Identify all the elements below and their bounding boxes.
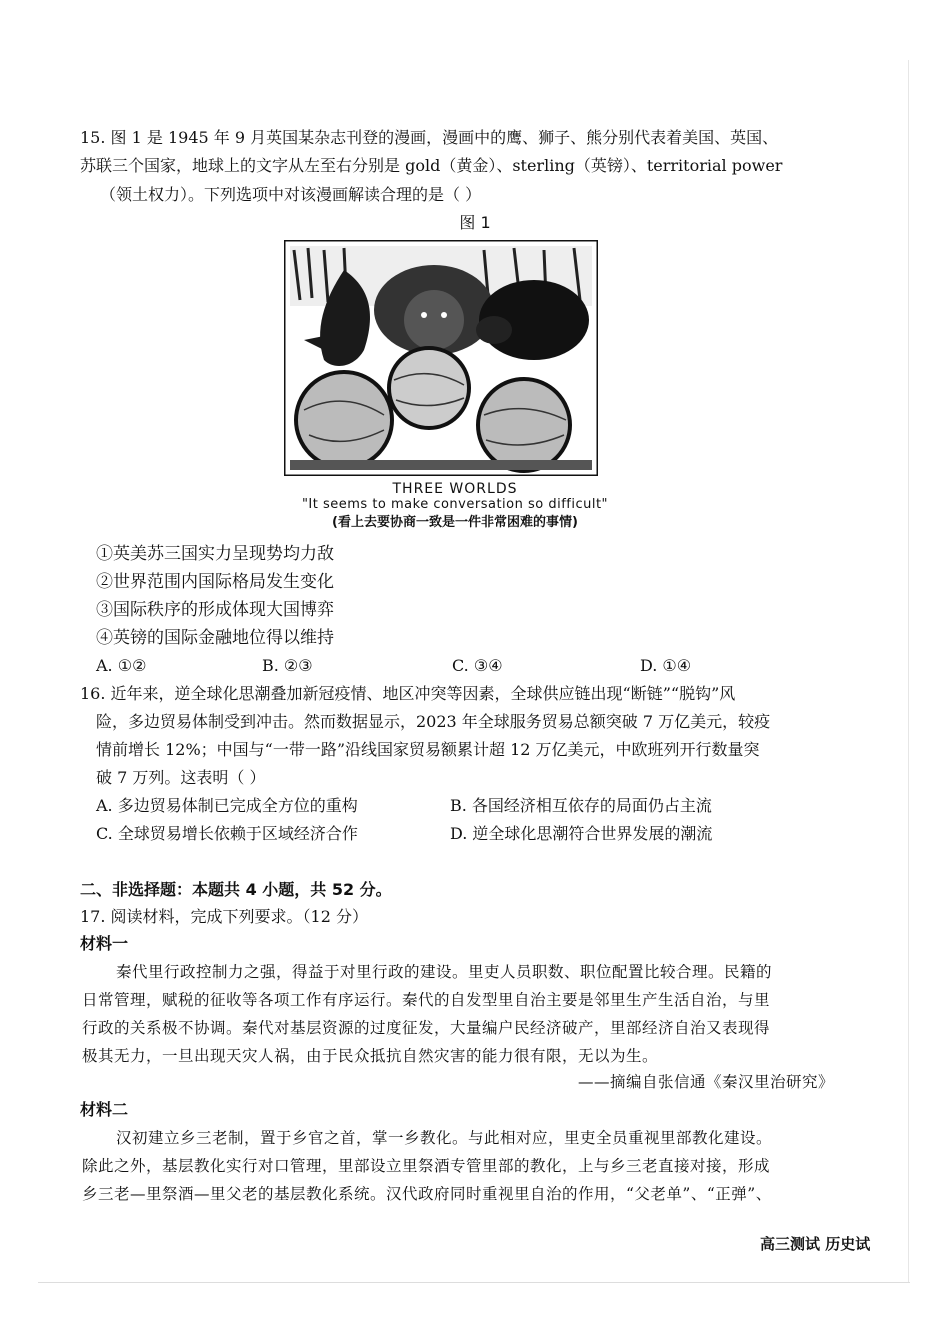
q15-option-c: C. ③④ xyxy=(452,656,503,675)
q15-option-a: A. ①② xyxy=(96,656,147,675)
q16-line-2: 险，多边贸易体制受到冲击。然而数据显示，2023 年全球服务贸易总额突破 7 万亿美元，较疫 xyxy=(96,712,771,731)
q15-line-2: 苏联三个国家，地球上的文字从左至右分别是 gold（黄金）、sterling（英镑）、territorial power xyxy=(80,156,783,175)
q15-option-d: D. ①④ xyxy=(640,656,692,675)
material-1-label: 材料一 xyxy=(80,934,129,953)
caption-quote: "It seems to make conversation so difficult" xyxy=(301,497,609,512)
q15-line-3: （领土权力）。下列选项中对该漫画解读合理的是（ ） xyxy=(100,185,482,204)
material-1-line: 秦代里行政控制力之强，得益于对里行政的建设。里吏人员职数、职位配置比较合理。民籍的 xyxy=(116,963,773,981)
scan-border-right xyxy=(908,60,909,1282)
q16-option-a: A. 多边贸易体制已完成全方位的重构 xyxy=(96,796,358,815)
scan-border-bottom xyxy=(38,1282,910,1283)
caption-chinese: (看上去要协商一致是一件非常困难的事情) xyxy=(332,515,578,530)
q16-line-3: 情前增长 12%；中国与“一带一路”沿线国家贸易额累计超 12 万亿美元，中欧班列开行数量突 xyxy=(96,740,760,759)
q16-line-1: 16. 近年来，逆全球化思潮叠加新冠疫情、地区冲突等因素，全球供应链出现“断链”“脱钩”风 xyxy=(80,684,736,703)
material-2-label: 材料二 xyxy=(80,1100,129,1119)
statement-4: ④英镑的国际金融地位得以维持 xyxy=(96,628,334,648)
material-1-line: 极其无力，一旦出现天灾人祸，由于民众抵抗自然灾害的能力很有限，无以为生。 xyxy=(82,1047,659,1065)
statement-2: ②世界范围内国际格局发生变化 xyxy=(96,572,334,592)
material-1-source: ——摘编自张信通《秦汉里治研究》 xyxy=(578,1073,835,1091)
caption-title: THREE WORLDS xyxy=(392,481,518,497)
material-1-line: 日常管理，赋税的征收等各项工作有序运行。秦代的自发型里自治主要是邻里生产生活自治，与里 xyxy=(82,991,771,1009)
figure-label: 图 1 xyxy=(459,213,491,232)
statement-3: ③国际秩序的形成体现大国博弈 xyxy=(96,600,334,620)
q16-option-d: D. 逆全球化思潮符合世界发展的潮流 xyxy=(450,824,713,843)
statement-1: ①英美苏三国实力呈现势均力敌 xyxy=(96,544,334,564)
q16-line-4: 破 7 万列。这表明（ ） xyxy=(96,768,266,787)
page-footer: 高三测试 历史试 xyxy=(760,1235,871,1253)
material-2-line: 除此之外，基层教化实行对口管理，里部设立里祭酒专管里部的教化，上与乡三老直接对接，形成 xyxy=(82,1157,771,1175)
material-2-line: 汉初建立乡三老制，置于乡官之首，掌一乡教化。与此相对应，里吏全员重视里部教化建设。 xyxy=(116,1129,773,1147)
q15-line-1: 15. 图 1 是 1945 年 9 月英国某杂志刊登的漫画，漫画中的鹰、狮子、熊分别代表着美国、英国、 xyxy=(80,128,779,147)
cartoon-illustration xyxy=(284,240,598,476)
q15-option-b: B. ②③ xyxy=(262,656,313,675)
material-1-line: 行政的关系极不协调。秦代对基层资源的过度征发，大量编户民经济破产，里部经济自治又表现得 xyxy=(82,1019,771,1037)
material-2-line: 乡三老—里祭酒—里父老的基层教化系统。汉代政府同时重视里自治的作用，“父老单”、“正弹”、 xyxy=(82,1185,772,1203)
q16-option-b: B. 各国经济相互依存的局面仍占主流 xyxy=(450,796,712,815)
q17-prompt: 17. 阅读材料，完成下列要求。（12 分） xyxy=(80,907,368,926)
section-heading: 二、非选择题：本题共 4 小题，共 52 分。 xyxy=(80,880,392,899)
q16-option-c: C. 全球贸易增长依赖于区域经济合作 xyxy=(96,824,358,843)
